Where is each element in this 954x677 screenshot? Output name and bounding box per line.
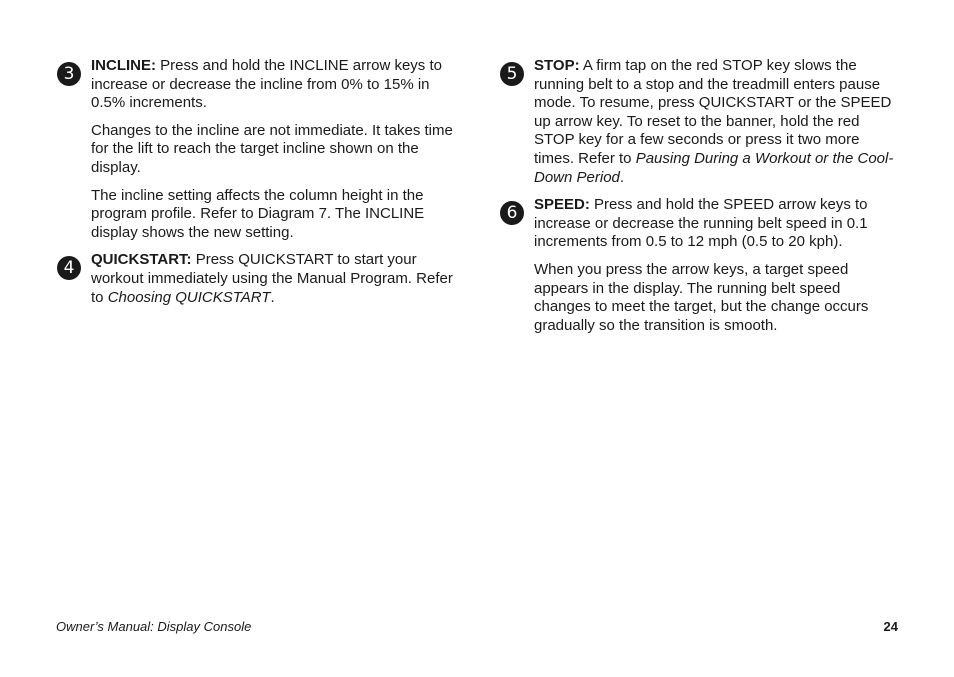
quickstart-paragraph (91, 251, 457, 307)
incline-section (57, 57, 457, 242)
stop-text: A firm tap on the red STOP key slows the running belt to a stop and the treadmill enters pause mode. To resume, press QUICKSTART or the SPEED up arrow key. To reset to the banner, hold the red STOP key for a few seconds or press it two more times. Refer to (534, 57, 892, 167)
speed-heading: SPEED: (534, 196, 590, 214)
incline-text: Press and hold the INCLINE arrow keys to increase or decrease the incline from 0% to 15% in 0.5% increments. (91, 57, 442, 112)
page-number: 24 (883, 619, 898, 634)
speed-section (500, 196, 900, 335)
incline-heading: INCLINE: (91, 57, 156, 74)
footer-title: Owner’s Manual: Display Console (56, 619, 252, 634)
step-number-badge: 3 (57, 62, 81, 86)
speed-paragraph (534, 196, 900, 252)
stop-paragraph (534, 57, 900, 187)
speed-text: Press and hold the SPEED arrow keys to increase or decrease the running belt speed in 0.1 increments from 0.5 to 12 mph (0.5 to 20 kph). (534, 196, 868, 251)
step-number-badge: 4 (57, 256, 81, 280)
quickstart-text: Press QUICKSTART to start your workout immediately using the Manual Program. Refer to (91, 251, 453, 306)
step-number-badge: 6 (500, 201, 524, 225)
stop-section (500, 57, 900, 187)
right-column (500, 57, 900, 344)
stop-end: . (619, 168, 625, 186)
quickstart-section (57, 251, 457, 307)
speed-paragraph-2: When you press the arrow keys, a target speed appears in the display. The running belt speed changes to meet the target, but the change occurs gradually so the transition is smooth. (534, 260, 869, 334)
step-number-badge: 5 (500, 62, 524, 86)
incline-paragraph-3: The incline setting affects the column height in the program profile. Refer to Diagram 7. The INCLINE display shows the new setting. (91, 186, 425, 241)
stop-heading: STOP: (534, 57, 580, 74)
incline-paragraph-2: Changes to the incline are not immediate. It takes time for the lift to reach the target incline shown on the display. (91, 121, 453, 176)
left-column (57, 57, 457, 316)
stop-reference: Pausing During a Workout or the Cool-Down Period (534, 149, 894, 186)
quickstart-heading: QUICKSTART: (91, 251, 192, 269)
quickstart-end: . (270, 288, 275, 306)
quickstart-reference: Choosing QUICKSTART (107, 288, 271, 306)
incline-paragraph (91, 57, 457, 113)
